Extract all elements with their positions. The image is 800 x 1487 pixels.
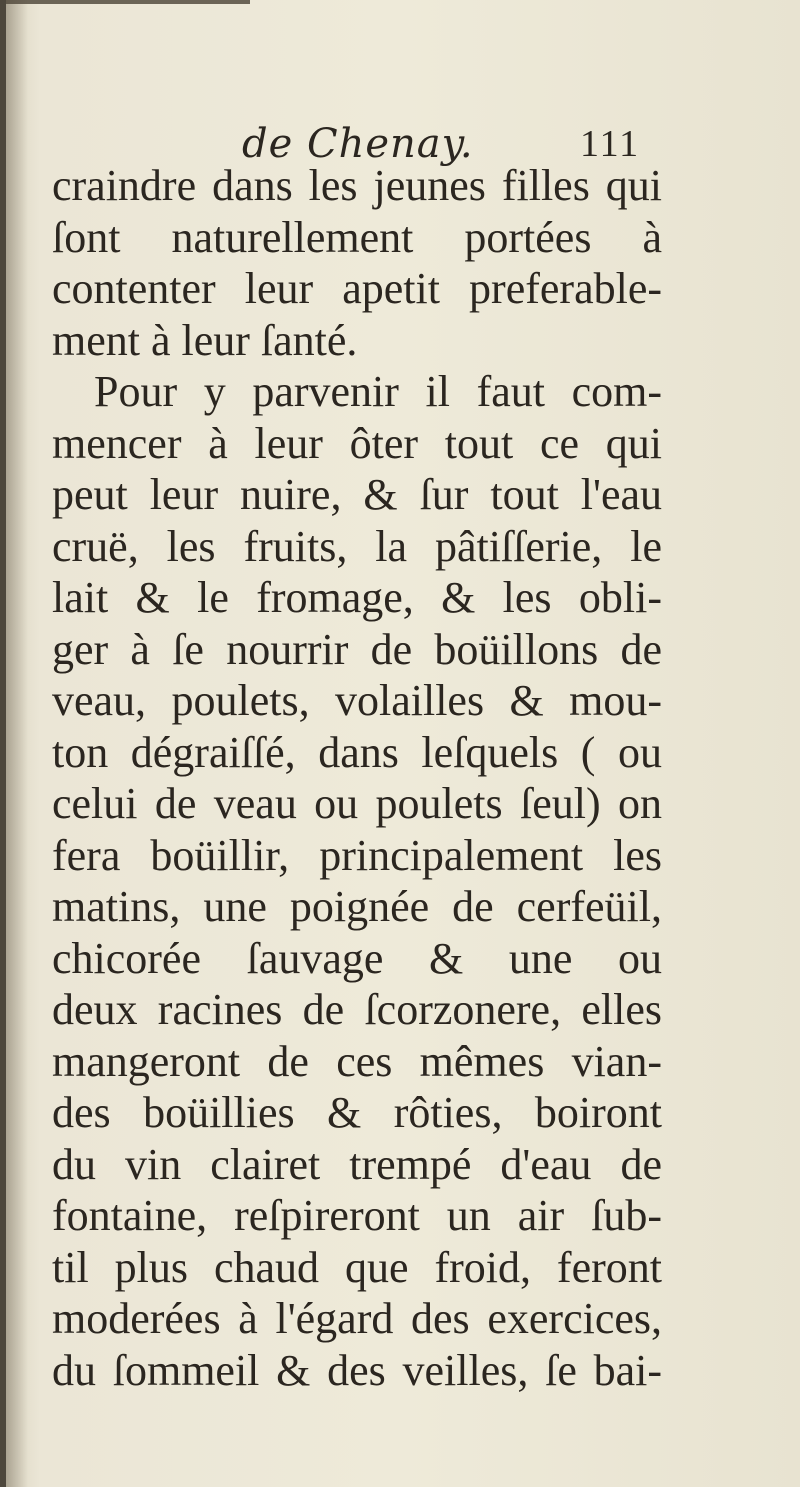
body-text <box>52 160 662 1396</box>
text-line: ger à ſe nourrir de boüillons de <box>52 624 662 674</box>
text-line: du ſommeil & des veilles, ſe bai- <box>52 1345 662 1395</box>
text-line: fera boüillir, principalement les <box>52 830 662 880</box>
paragraph-start-line: Pour y parvenir il faut com- <box>94 367 662 416</box>
text-line: contenter leur apetit preferable- <box>52 264 662 313</box>
running-title: de Chenay. <box>242 121 474 167</box>
text-line: til plus chaud que froid, feront <box>52 1242 662 1292</box>
text-line: mencer à leur ôter tout ce qui <box>52 418 662 468</box>
text-line: matins, une poignée de cerfeüil, <box>52 882 662 931</box>
text-line: cruë, les fruits, la pâtiſſerie, le <box>52 521 662 571</box>
text-line: celui de veau ou poulets ſeul) on <box>52 779 662 828</box>
text-line: deux racines de ſcorzonere, elles <box>52 985 662 1034</box>
text-line: peut leur nuire, & ſur tout l'eau <box>52 470 662 519</box>
text-line: veau, poulets, volailles & mou- <box>52 676 662 725</box>
text-line: ment à leur ſanté. <box>52 315 358 365</box>
page-number: 111 <box>580 123 641 165</box>
text-line: des boüillies & rôties, boiront <box>52 1088 662 1137</box>
text-line: chicorée ſauvage & une ou <box>52 933 662 983</box>
text-line: ſont naturellement portées à <box>52 212 662 262</box>
text-line: ton dégraiſſé, dans leſquels ( ou <box>52 727 662 777</box>
page-gutter-shadow <box>6 0 28 1487</box>
text-line: du vin clairet trempé d'eau de <box>52 1139 662 1189</box>
text-line: craindre dans les jeunes filles qui <box>52 161 662 210</box>
text-line: moderées à l'égard des exercices, <box>52 1294 662 1343</box>
text-line: mangeront de ces mêmes vian- <box>52 1036 662 1086</box>
text-line: lait & le fromage, & les obli- <box>52 573 662 622</box>
page-top-edge <box>0 0 250 4</box>
text-line: fontaine, reſpireront un air ſub- <box>52 1191 662 1240</box>
